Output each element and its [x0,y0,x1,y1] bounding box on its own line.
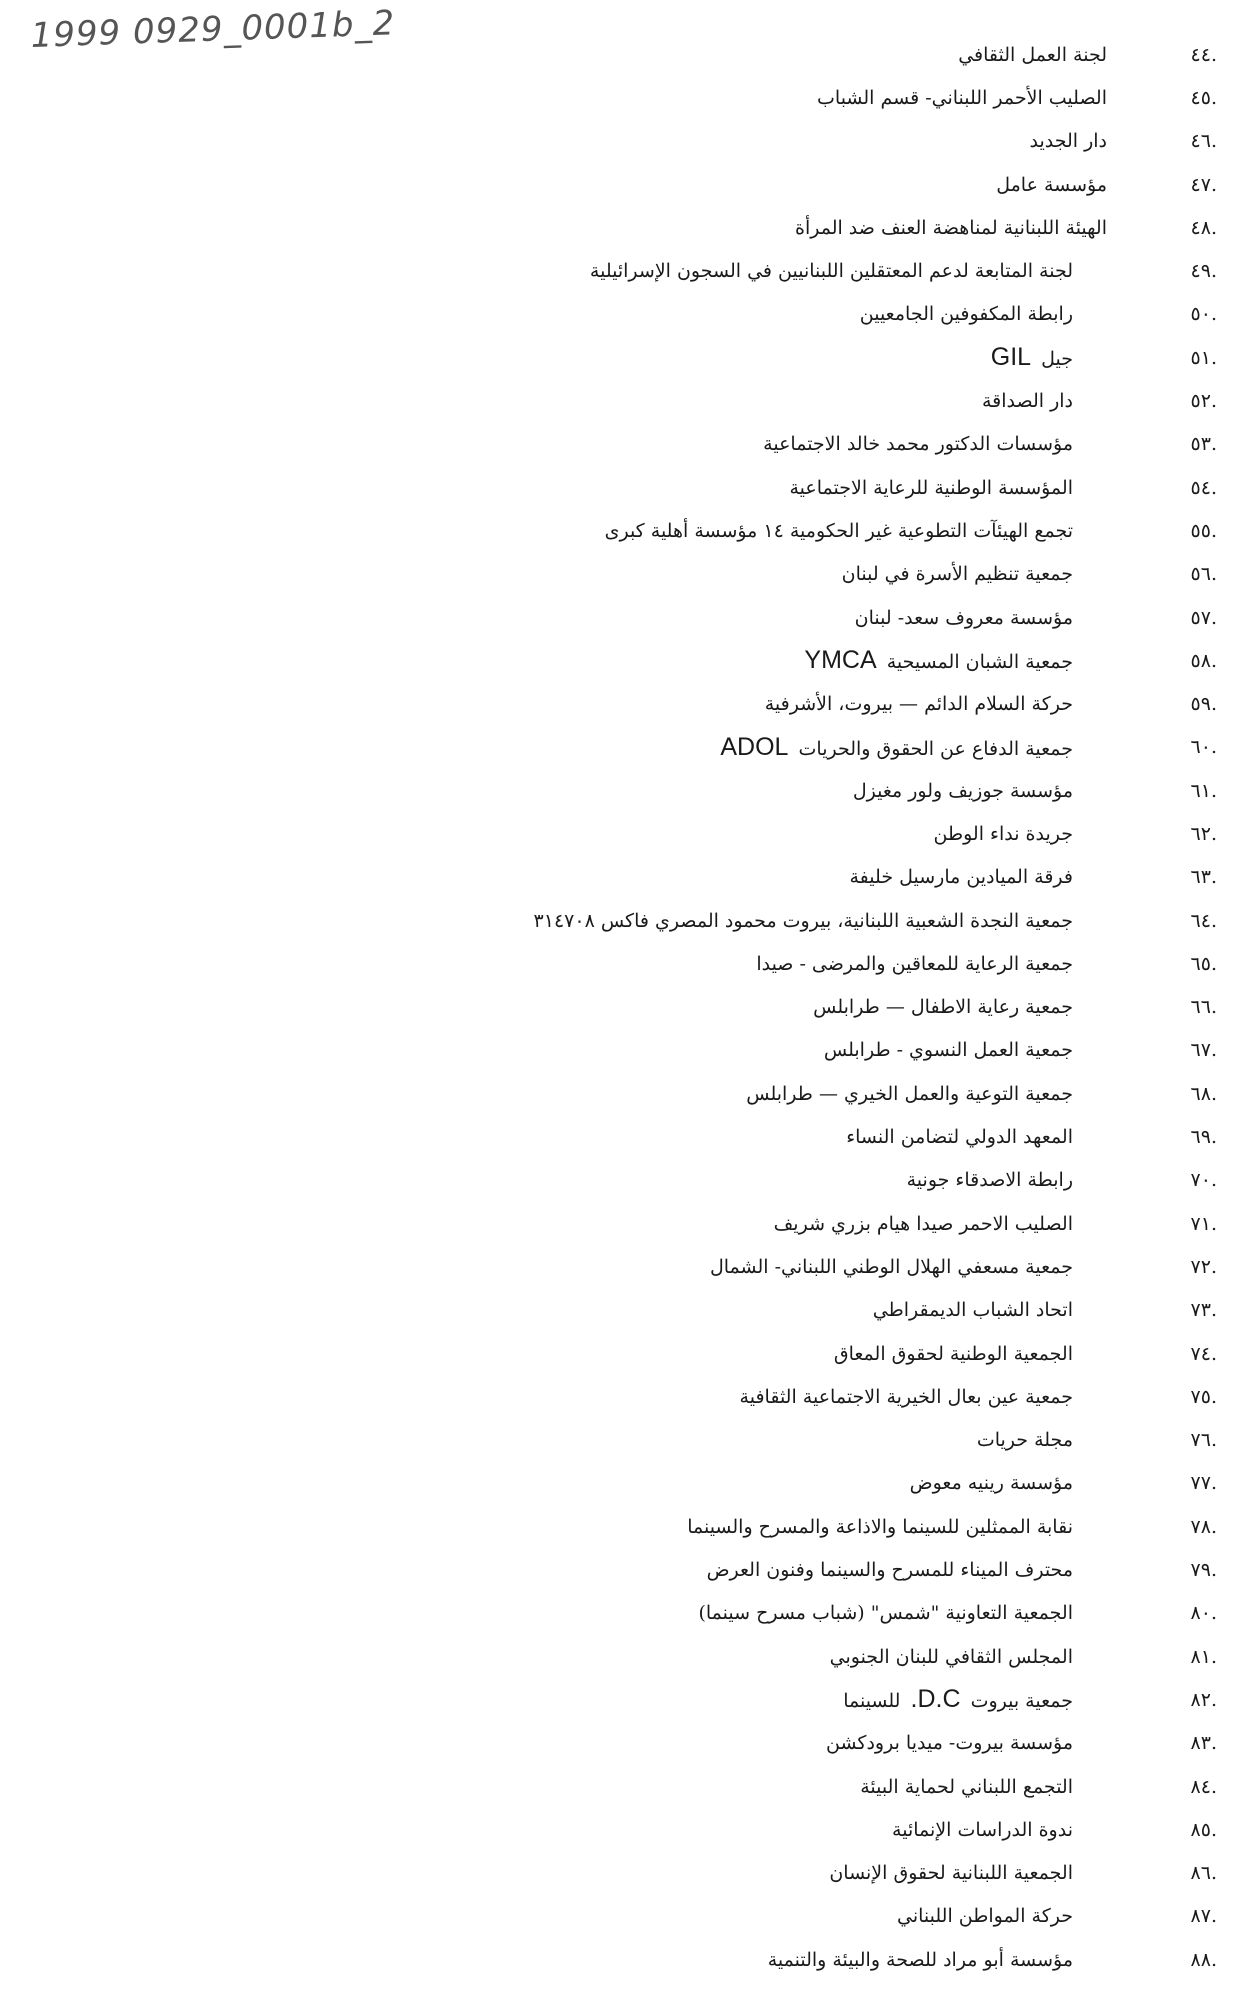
item-number: .٧١ [1190,1212,1217,1235]
item-number: .٧٥ [1190,1385,1217,1408]
item-name [813,996,1163,1018]
item-number: .٨٢ [1190,1688,1217,1711]
item-name [707,1559,1163,1581]
item-name [763,433,1163,455]
item-name-arabic: الهيئة اللبنانية لمناهضة العنف ضد المرأة [795,216,1107,239]
item-name-arabic: نقابة الممثلين للسينما والاذاعة والمسرح والسينما [687,1515,1073,1538]
item-number: .٥١ [1190,346,1217,369]
item-number: .٨٥ [1190,1818,1217,1841]
item-number: .٥٦ [1190,563,1217,586]
item-name-latin: D.C. [910,1685,961,1714]
item-name-arabic: مؤسسة جوزيف ولور مغيزل [852,779,1073,802]
list-item [217,726,1217,769]
item-name-arabic: جمعية عين بعال الخيرية الاجتماعية الثقافية [739,1385,1073,1408]
item-number: .٦١ [1190,779,1217,802]
list-item [217,1765,1217,1808]
item-name [774,1213,1163,1235]
item-name-arabic: رابطة المكفوفين الجامعيين [859,303,1073,326]
list-item [217,206,1217,249]
list-item [217,899,1217,942]
list-item [217,1895,1217,1938]
item-name [605,520,1163,542]
item-number: .٦٠ [1190,736,1217,759]
item-number: .٦٣ [1190,866,1217,889]
list-item [217,1635,1217,1678]
list-item [217,769,1217,812]
item-number: .٦٥ [1190,952,1217,975]
item-name-arabic: جمعية النجدة الشعبية اللبنانية، بيروت محمود المصري فاكس ٣١٤٧٠٨ [533,909,1073,932]
list-item [217,379,1217,422]
item-number: .٦٢ [1190,822,1217,845]
item-name [860,1776,1163,1798]
item-name-arabic: مؤسسة أبو مراد للصحة والبيئة والتنمية [767,1948,1073,1971]
item-name [853,780,1163,802]
item-name [768,1949,1163,1971]
item-name-arabic: الجمعية اللبنانية لحقوق الإنسان [829,1862,1073,1885]
item-name [873,1299,1163,1321]
list-item [217,1202,1217,1245]
item-name [824,1039,1163,1061]
item-name-arabic: التجمع اللبناني لحماية البيئة [860,1775,1073,1798]
item-number: .٨١ [1190,1645,1217,1668]
item-name-arabic: اتحاد الشباب الديمقراطي [872,1299,1073,1322]
item-name-arabic: المؤسسة الوطنية للرعاية الاجتماعية [789,476,1073,499]
item-name-arabic: مؤسسة بيروت- ميديا برودكشن [826,1732,1073,1755]
item-name-arabic: ندوة الدراسات الإنمائية [892,1818,1073,1841]
item-number: .٥٧ [1190,606,1217,629]
item-number: .٤٤ [1190,43,1217,66]
item-name [746,1083,1163,1105]
item-number: .٥٩ [1190,693,1217,716]
item-name [934,823,1163,845]
item-name-arabic: دار الصداقة [981,390,1073,413]
item-number: .٥٢ [1190,390,1217,413]
item-number: .٤٧ [1190,173,1217,196]
item-name-arabic: محترف الميناء للمسرح والسينما وفنون العرض [706,1559,1073,1582]
item-name [590,260,1163,282]
item-name [830,1646,1163,1668]
item-name-arabic: جريدة نداء الوطن [933,822,1073,845]
item-name [842,563,1163,585]
item-name [716,733,1163,762]
item-name [843,1685,1163,1714]
list-item [217,249,1217,292]
list-item [217,76,1217,119]
list-item [217,1072,1217,1115]
item-name-arabic: جمعية بيروت [970,1690,1073,1713]
list-item [217,1592,1217,1635]
list-item [217,942,1217,985]
item-name-latin: GIL [990,343,1032,372]
item-name [740,1386,1163,1408]
item-name-arabic: مؤسسة معروف سعد- لبنان [854,606,1073,629]
list-item [217,1245,1217,1288]
item-name-arabic: مؤسسات الدكتور محمد خالد الاجتماعية [763,433,1073,456]
item-number: .٧٧ [1190,1472,1217,1495]
list-item [217,423,1217,466]
item-number: .٥٨ [1190,649,1217,672]
list-item [217,1115,1217,1158]
list-item [217,1808,1217,1851]
list-item [217,293,1217,336]
item-name [982,390,1163,412]
item-number: .٤٩ [1190,260,1217,283]
item-name [826,1732,1163,1754]
list-item [217,1462,1217,1505]
item-name [817,87,1163,109]
item-name-latin: YMCA [804,646,877,675]
item-number: .٦٦ [1190,996,1217,1019]
item-name-arabic: رابطة الاصدقاء جونية [906,1169,1073,1192]
item-number: .٦٤ [1190,909,1217,932]
item-name-arabic: لجنة العمل الثقافي [958,43,1107,66]
list-item [217,120,1217,163]
item-number: .٨٤ [1190,1775,1217,1798]
item-name [698,1602,1163,1624]
item-name [897,1905,1163,1927]
list-item [217,509,1217,552]
item-name [977,1429,1163,1451]
list-item [217,553,1217,596]
item-name-arabic: حركة المواطن اللبناني [896,1905,1073,1928]
item-name-arabic: الجمعية الوطنية لحقوق المعاق [833,1342,1073,1365]
item-name [860,303,1163,325]
item-name [855,607,1163,629]
item-name [800,646,1163,675]
item-name [910,1472,1163,1494]
list-item [217,1332,1217,1375]
item-name [996,174,1163,196]
list-item [217,336,1217,379]
item-number: .٧٤ [1190,1342,1217,1365]
item-name-arabic: جمعية تنظيم الأسرة في لبنان [841,563,1073,586]
list-item [217,466,1217,509]
item-name-arabic: جمعية التوعية والعمل الخيري — طرابلس [746,1082,1073,1105]
item-name-arabic: الصليب الاحمر صيدا هيام بزري شريف [773,1212,1073,1235]
item-name-arabic: جمعية الدفاع عن الحقوق والحريات [798,737,1073,760]
item-number: .٥٠ [1190,303,1217,326]
item-number: .٥٤ [1190,476,1217,499]
item-number: .٧٠ [1190,1169,1217,1192]
item-name-arabic: جمعية الرعاية للمعاقين والمرضى - صيدا [756,952,1073,975]
item-name-arabic: مؤسسة عامل [996,173,1107,196]
item-number: .٧٩ [1190,1559,1217,1582]
item-number: .٤٨ [1190,216,1217,239]
item-name [987,343,1163,372]
item-name [892,1819,1163,1841]
list-item [217,163,1217,206]
item-name [829,1862,1163,1884]
item-number: .٦٩ [1190,1126,1217,1149]
item-name-arabic: جمعية مسعفي الهلال الوطني اللبناني- الشمال [709,1255,1073,1278]
item-name-arabic: الجمعية التعاونية "شمس" (شباب مسرح سينما) [698,1602,1073,1625]
list-item [217,1375,1217,1418]
list-item [217,1678,1217,1721]
item-number: .٤٦ [1190,130,1217,153]
item-name [790,477,1164,499]
item-name [765,693,1163,715]
item-number: .٦٧ [1190,1039,1217,1062]
list-item [217,596,1217,639]
item-number: .٨٠ [1190,1602,1217,1625]
item-name-arabic: مؤسسة رينيه معوض [909,1472,1073,1495]
item-name-latin: ADOL [720,732,789,761]
item-number: .٥٣ [1190,433,1217,456]
item-name-arabic: جمعية الشبان المسيحية [886,651,1073,674]
item-number: .٨٣ [1190,1732,1217,1755]
item-name-arabic: جيل [1041,348,1073,371]
list-item [217,33,1217,76]
item-number: .٨٧ [1190,1905,1217,1928]
item-name [795,217,1163,239]
list-item [217,812,1217,855]
list-item [217,1938,1217,1981]
list-item [217,1505,1217,1548]
item-name [958,44,1163,66]
list-item [217,986,1217,1029]
item-number: .٥٥ [1190,519,1217,542]
item-name-arabic: المجلس الثقافي للبنان الجنوبي [829,1645,1073,1668]
item-name [1029,130,1163,152]
list-item [217,1289,1217,1332]
item-name-arabic: تجمع الهيئآت التطوعية غير الحكومية ١٤ مؤسسة أهلية كبرى [604,519,1073,542]
item-name [907,1169,1163,1191]
item-name-arabic: فرقة الميادين مارسيل خليفة [849,866,1073,889]
item-name-arabic: جمعية رعاية الاطفال — طرابلس [813,996,1073,1019]
item-number: .٧٢ [1190,1255,1217,1278]
item-number: .٤٥ [1190,86,1217,109]
item-number: .٦٨ [1190,1082,1217,1105]
list-item [217,856,1217,899]
list-item [217,1159,1217,1202]
item-number: .٧٨ [1190,1515,1217,1538]
item-name [710,1256,1163,1278]
item-number: .٧٣ [1190,1299,1217,1322]
organization-list [217,33,1217,1981]
list-item [217,1851,1217,1894]
item-name [687,1516,1163,1538]
item-name [850,866,1164,888]
list-item [217,1722,1217,1765]
item-name-arabic: المعهد الدولي لتضامن النساء [846,1126,1073,1149]
item-name-arabic: حركة السلام الدائم — بيروت، الأشرفية [764,693,1073,716]
item-name-suffix: للسينما [843,1690,901,1713]
item-name-arabic: لجنة المتابعة لدعم المعتقلين اللبنانيين في السجون الإسرائيلية [589,260,1073,283]
handwritten-document-id: 1999 0929_0001b_2 [30,3,396,56]
item-name-arabic: الصليب الأحمر اللبناني- قسم الشباب [817,86,1107,109]
item-name-arabic: دار الجديد [1029,130,1107,153]
item-number: .٧٦ [1190,1429,1217,1452]
list-item [217,1029,1217,1072]
item-name [756,953,1163,975]
item-name [846,1126,1163,1148]
list-item [217,682,1217,725]
item-name-arabic: جمعية العمل النسوي - طرابلس [823,1039,1073,1062]
item-name [834,1343,1163,1365]
item-name-arabic: مجلة حريات [976,1429,1073,1452]
list-item [217,1548,1217,1591]
item-number: .٨٦ [1190,1862,1217,1885]
item-number: .٨٨ [1190,1948,1217,1971]
list-item [217,1419,1217,1462]
list-item [217,639,1217,682]
item-name [534,910,1163,932]
